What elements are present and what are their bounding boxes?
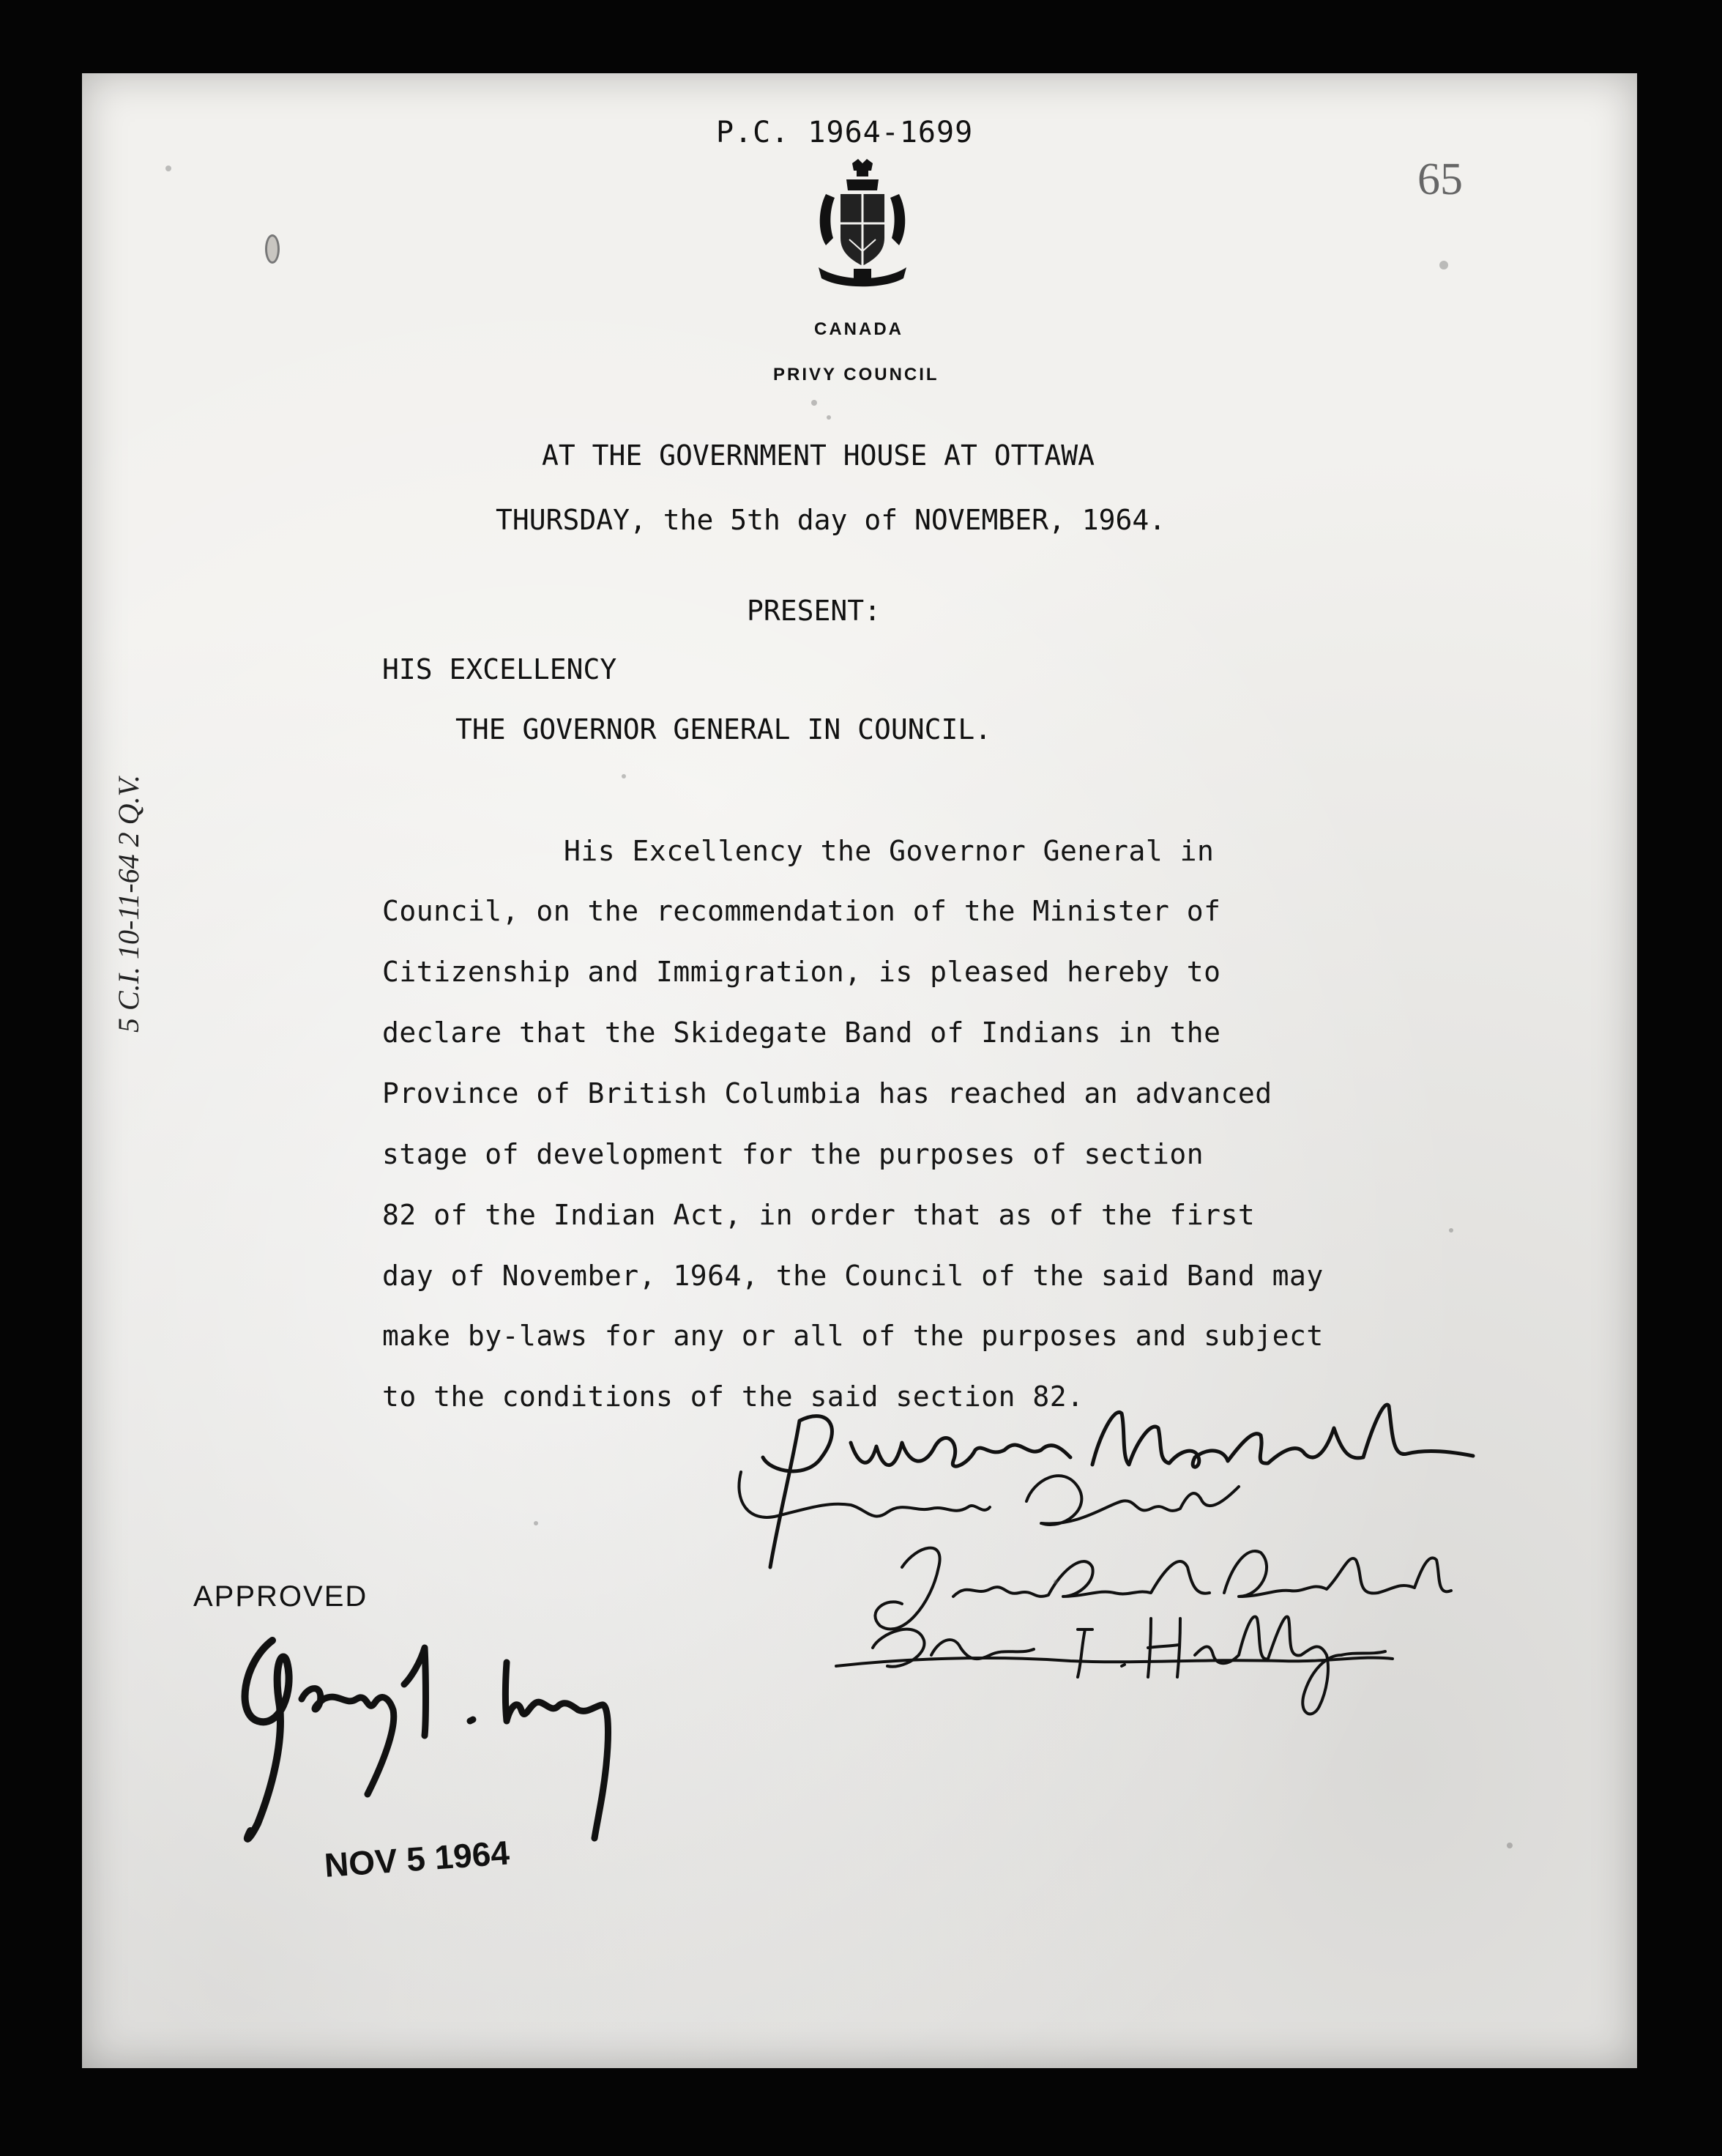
body-line: day of November, 1964, the Council of the said Band may (382, 1260, 1324, 1292)
pc-number: P.C. 1964-1699 (716, 116, 974, 149)
body-line: stage of development for the purposes of section (382, 1138, 1204, 1170)
governor-general-signature (228, 1618, 638, 1860)
body-line: 82 of the Indian Act, in order that as of the first (382, 1199, 1256, 1231)
privy-council-label: PRIVY COUNCIL (773, 365, 939, 384)
document-page (82, 73, 1637, 2068)
minister-signatures (682, 1377, 1634, 1948)
punch-hole-mark (265, 234, 280, 264)
body-line: Citizenship and Immigration, is pleased hereby to (382, 956, 1221, 988)
body-line: declare that the Skidegate Band of Indians in the (382, 1016, 1221, 1049)
his-excellency-line: HIS EXCELLENCY (382, 653, 617, 685)
approved-label: APPROVED (193, 1580, 368, 1613)
present-heading: PRESENT: (747, 595, 881, 627)
body-line: make by-laws for any or all of the purposes and subject (382, 1320, 1324, 1352)
approval-date-stamp: NOV 5 1964 (323, 1833, 511, 1885)
body-line: His Excellency the Governor General in (564, 835, 1215, 867)
body-line: Council, on the recommendation of the Minister of (382, 895, 1221, 927)
body-line: Province of British Columbia has reached an advanced (382, 1077, 1272, 1109)
meeting-date: THURSDAY, the 5th day of NOVEMBER, 1964. (496, 504, 1166, 536)
meeting-place: AT THE GOVERNMENT HOUSE AT OTTAWA (542, 439, 1095, 472)
governor-general-line: THE GOVERNOR GENERAL IN COUNCIL. (455, 713, 992, 746)
coat-of-arms-icon (804, 157, 921, 293)
margin-annotation: 5 C.I. 10-11-64 2 Q.V. (112, 775, 145, 1033)
page-number: 65 (1417, 155, 1463, 204)
country-label: CANADA (814, 319, 903, 339)
body-line: to the conditions of the said section 82. (382, 1380, 1084, 1413)
